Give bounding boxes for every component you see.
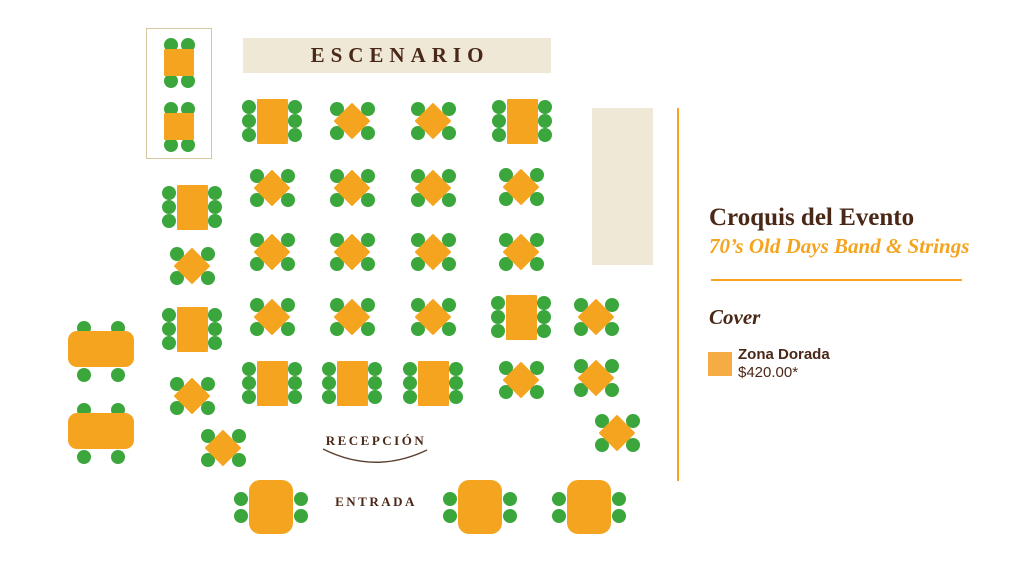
chair: [403, 390, 417, 404]
entrance-label: ENTRADA: [335, 494, 417, 509]
tabletop: [177, 185, 208, 230]
chair: [449, 390, 463, 404]
chair: [162, 336, 176, 350]
chair: [552, 509, 566, 523]
tabletop: [418, 361, 449, 406]
chair: [234, 492, 248, 506]
chair: [162, 186, 176, 200]
legend-swatch: [708, 352, 732, 376]
chair: [491, 324, 505, 338]
chair: [538, 128, 552, 142]
tabletop: [506, 295, 537, 340]
chair: [538, 100, 552, 114]
tabletop: [257, 361, 288, 406]
chair: [181, 74, 195, 88]
chair: [208, 214, 222, 228]
tabletop: [68, 413, 134, 449]
chair: [443, 492, 457, 506]
chair: [208, 308, 222, 322]
chair: [288, 376, 302, 390]
legend-zone-price: $420.00*: [738, 364, 799, 381]
chair: [234, 509, 248, 523]
page-title: Croquis del Evento: [709, 204, 915, 231]
tabletop: [164, 113, 194, 140]
panel-underline: [711, 279, 962, 281]
chair: [537, 296, 551, 310]
chair: [288, 128, 302, 142]
chair: [537, 310, 551, 324]
chair: [162, 214, 176, 228]
chair: [208, 336, 222, 350]
chair: [242, 376, 256, 390]
chair: [492, 128, 506, 142]
reception-label: RECEPCIÓN: [325, 433, 427, 448]
chair: [491, 310, 505, 324]
chair: [537, 324, 551, 338]
info-panel: [709, 0, 1009, 569]
cover-heading: Cover: [709, 305, 761, 329]
chair: [242, 114, 256, 128]
chair: [538, 114, 552, 128]
legend-zone-name: Zona Dorada: [738, 346, 830, 363]
chair: [242, 128, 256, 142]
chair: [368, 362, 382, 376]
tabletop: [507, 99, 538, 144]
chair: [403, 376, 417, 390]
chair: [111, 450, 125, 464]
tabletop: [249, 480, 293, 534]
chair: [208, 322, 222, 336]
chair: [162, 308, 176, 322]
chair: [612, 509, 626, 523]
tabletop: [68, 331, 134, 367]
tabletop: [177, 307, 208, 352]
chair: [491, 296, 505, 310]
chair: [443, 509, 457, 523]
tabletop: [458, 480, 502, 534]
tabletop: [337, 361, 368, 406]
chair: [77, 450, 91, 464]
chair: [288, 114, 302, 128]
chair: [181, 138, 195, 152]
event-subtitle: 70’s Old Days Band & Strings: [709, 234, 970, 258]
chair: [322, 390, 336, 404]
chair: [612, 492, 626, 506]
tabletop: [567, 480, 611, 534]
legend-item: [738, 346, 830, 382]
chair: [162, 200, 176, 214]
chair: [294, 492, 308, 506]
chair: [492, 114, 506, 128]
chair: [503, 509, 517, 523]
chair: [368, 376, 382, 390]
chair: [242, 390, 256, 404]
chair: [449, 376, 463, 390]
chair: [322, 362, 336, 376]
chair: [162, 322, 176, 336]
chair: [288, 390, 302, 404]
chair: [288, 100, 302, 114]
chair: [552, 492, 566, 506]
chair: [208, 200, 222, 214]
chair: [503, 492, 517, 506]
chair: [164, 74, 178, 88]
chair: [288, 362, 302, 376]
chair: [294, 509, 308, 523]
chair: [242, 362, 256, 376]
stage-label: ESCENARIO: [310, 43, 490, 67]
chair: [242, 100, 256, 114]
chair: [449, 362, 463, 376]
chair: [322, 376, 336, 390]
chair: [77, 368, 91, 382]
reception-arc: [319, 447, 431, 471]
chair: [403, 362, 417, 376]
chair: [111, 368, 125, 382]
chair: [368, 390, 382, 404]
chair: [492, 100, 506, 114]
chair: [164, 138, 178, 152]
chair: [208, 186, 222, 200]
tabletop: [257, 99, 288, 144]
tabletop: [164, 49, 194, 76]
panel-divider-line: [677, 108, 679, 481]
